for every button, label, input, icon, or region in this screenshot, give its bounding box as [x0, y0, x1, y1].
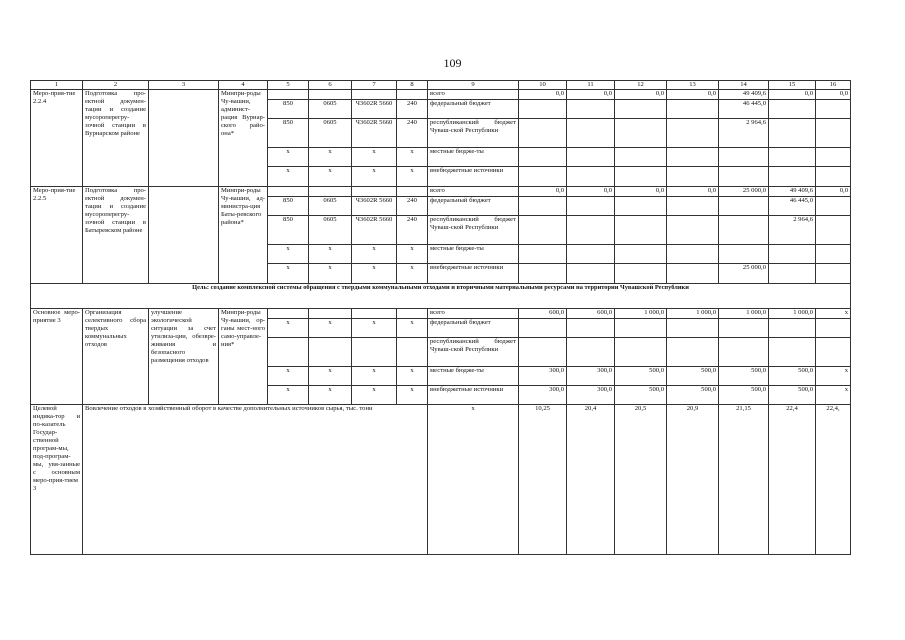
- amount-v16: [816, 167, 851, 187]
- measure-name: Меро-прия-тие 2.2.5: [31, 187, 83, 284]
- amount-v10: [519, 338, 567, 367]
- amount-v14: 46 445,0: [719, 100, 769, 119]
- amount-v10: [519, 319, 567, 338]
- measure-purpose: улучшение экологической ситуации за счет утилиза-ции, обезвре-живания и безопасного размещения отходов: [149, 309, 219, 405]
- funding-source: федеральный бюджет: [428, 319, 519, 338]
- measure-executor: Минпри-роды Чу-вашии, ор-ганы мест-ного само-управле-ния*: [219, 309, 268, 405]
- funding-row: [31, 309, 851, 319]
- amount-v13: [667, 216, 719, 245]
- funding-source: федеральный бюджет: [428, 100, 519, 119]
- funding-source: всего: [428, 309, 519, 319]
- amount-v14: [719, 319, 769, 338]
- amount-v10: 0,0: [519, 187, 567, 197]
- code-section: x: [309, 319, 352, 338]
- code-target-article: x: [352, 386, 397, 405]
- indicator-name: Целевой индика-тор и по-казатель Государ-ственной програм-мы, под-програм-мы, увя-занные с основным меро-прия-тием 3: [31, 405, 83, 555]
- code-grbs: 850: [268, 119, 309, 148]
- amount-v15: [769, 338, 816, 367]
- amount-v16: [816, 245, 851, 264]
- amount-v11: [567, 167, 615, 187]
- amount-v14: 49 409,6: [719, 90, 769, 100]
- amount-v12: [615, 216, 667, 245]
- code-section: 0605: [309, 100, 352, 119]
- column-number: 5: [268, 81, 309, 90]
- measure-description: Подготовка про-ектной докумен-тации и создание мусороперегру-зочной станции в Батыревском районе: [83, 187, 149, 284]
- amount-v10: [519, 264, 567, 284]
- amount-v12: 0,0: [615, 187, 667, 197]
- code-grbs: 850: [268, 216, 309, 245]
- column-number: 2: [83, 81, 149, 90]
- amount-v14: [719, 338, 769, 367]
- code-target-article: [352, 338, 397, 367]
- amount-v16: [816, 264, 851, 284]
- amount-v16: [816, 197, 851, 216]
- code-section: x: [309, 264, 352, 284]
- page-number: 109: [443, 56, 462, 70]
- funding-source: местные бюдже-ты: [428, 367, 519, 386]
- goal-row: [31, 284, 851, 309]
- amount-v14: 500,0: [719, 386, 769, 405]
- amount-v13: [667, 167, 719, 187]
- amount-v16: [816, 100, 851, 119]
- measure-executor: Минпри-роды Чу-вашии, ад-министра-ция Баты-ревского района*: [219, 187, 268, 284]
- code-section: [309, 187, 352, 197]
- column-number: 15: [769, 81, 816, 90]
- code-target-article: Ч3602R 5660: [352, 100, 397, 119]
- amount-v10: [519, 119, 567, 148]
- code-expense-type: 240: [397, 197, 428, 216]
- amount-v13: 0,0: [667, 187, 719, 197]
- amount-v12: 500,0: [615, 367, 667, 386]
- amount-v15: [769, 245, 816, 264]
- amount-v14: 2 964,6: [719, 119, 769, 148]
- amount-v15: 500,0: [769, 386, 816, 405]
- amount-v14: 25 000,0: [719, 264, 769, 284]
- amount-v11: [567, 100, 615, 119]
- amount-v13: [667, 100, 719, 119]
- amount-v12: 0,0: [615, 90, 667, 100]
- column-number: 10: [519, 81, 567, 90]
- code-target-article: [352, 309, 397, 319]
- code-target-article: x: [352, 148, 397, 167]
- amount-v14: [719, 245, 769, 264]
- code-expense-type: 240: [397, 100, 428, 119]
- amount-v15: 0,0: [769, 90, 816, 100]
- code-expense-type: x: [397, 319, 428, 338]
- goal-statement: Цель: создание комплексной системы обращения с твердыми коммунальными отходами и вторичными материальными ресурсами на территории Чувашской Республики: [31, 284, 851, 309]
- code-expense-type: x: [397, 245, 428, 264]
- amount-v13: [667, 245, 719, 264]
- indicator-value-v14: 21,15: [719, 405, 769, 555]
- amount-v16: 0,0: [816, 187, 851, 197]
- code-section: x: [309, 167, 352, 187]
- code-expense-type: [397, 338, 428, 367]
- amount-v10: [519, 216, 567, 245]
- amount-v16: [816, 216, 851, 245]
- code-expense-type: [397, 90, 428, 100]
- amount-v11: [567, 264, 615, 284]
- amount-v10: 300,0: [519, 386, 567, 405]
- amount-v10: 300,0: [519, 367, 567, 386]
- code-grbs: [268, 338, 309, 367]
- code-grbs: x: [268, 386, 309, 405]
- amount-v11: 300,0: [567, 367, 615, 386]
- amount-v13: [667, 319, 719, 338]
- code-section: 0605: [309, 119, 352, 148]
- amount-v15: [769, 167, 816, 187]
- indicator-unit-mark: x: [428, 405, 519, 555]
- amount-v13: [667, 148, 719, 167]
- code-target-article: x: [352, 264, 397, 284]
- column-number: 14: [719, 81, 769, 90]
- code-section: x: [309, 245, 352, 264]
- code-expense-type: [397, 187, 428, 197]
- column-number: 16: [816, 81, 851, 90]
- amount-v14: 1 000,0: [719, 309, 769, 319]
- amount-v12: 1 000,0: [615, 309, 667, 319]
- amount-v15: [769, 319, 816, 338]
- amount-v15: 500,0: [769, 367, 816, 386]
- column-number: 8: [397, 81, 428, 90]
- amount-v11: [567, 319, 615, 338]
- amount-v13: 500,0: [667, 386, 719, 405]
- amount-v16: [816, 148, 851, 167]
- column-number: 13: [667, 81, 719, 90]
- amount-v12: [615, 148, 667, 167]
- amount-v11: [567, 148, 615, 167]
- measure-name: Основное меро-приятие 3: [31, 309, 83, 405]
- code-section: 0605: [309, 216, 352, 245]
- budget-table: [30, 80, 851, 555]
- amount-v12: [615, 338, 667, 367]
- amount-v10: [519, 167, 567, 187]
- amount-v11: 0,0: [567, 187, 615, 197]
- amount-v16: 0,0: [816, 90, 851, 100]
- amount-v11: [567, 197, 615, 216]
- indicator-row: [31, 405, 851, 555]
- code-target-article: [352, 187, 397, 197]
- code-section: [309, 338, 352, 367]
- amount-v11: 0,0: [567, 90, 615, 100]
- column-number: 7: [352, 81, 397, 90]
- amount-v15: [769, 119, 816, 148]
- amount-v14: [719, 216, 769, 245]
- amount-v15: [769, 264, 816, 284]
- column-number: 12: [615, 81, 667, 90]
- amount-v13: [667, 338, 719, 367]
- code-expense-type: x: [397, 386, 428, 405]
- amount-v13: 1 000,0: [667, 309, 719, 319]
- amount-v12: [615, 245, 667, 264]
- code-grbs: 850: [268, 197, 309, 216]
- funding-source: внебюджетные источники: [428, 264, 519, 284]
- code-grbs: x: [268, 245, 309, 264]
- amount-v15: [769, 148, 816, 167]
- funding-source: республиканский бюджет Чуваш-ской Республики: [428, 119, 519, 148]
- amount-v16: x: [816, 309, 851, 319]
- code-grbs: x: [268, 167, 309, 187]
- funding-source: федеральный бюджет: [428, 197, 519, 216]
- funding-source: внебюджетные источники: [428, 386, 519, 405]
- funding-source: всего: [428, 90, 519, 100]
- funding-source: местные бюдже-ты: [428, 245, 519, 264]
- code-grbs: x: [268, 319, 309, 338]
- amount-v12: [615, 119, 667, 148]
- amount-v11: 300,0: [567, 386, 615, 405]
- column-number: 11: [567, 81, 615, 90]
- amount-v14: [719, 148, 769, 167]
- funding-row: [31, 187, 851, 197]
- amount-v11: [567, 216, 615, 245]
- code-target-article: Ч3602R 5660: [352, 119, 397, 148]
- code-grbs: [268, 90, 309, 100]
- amount-v15: 49 409,6: [769, 187, 816, 197]
- amount-v15: 2 964,6: [769, 216, 816, 245]
- indicator-value-v11: 20,4: [567, 405, 615, 555]
- indicator-value-v16: 22,4,: [816, 405, 851, 555]
- indicator-value-v12: 20,5: [615, 405, 667, 555]
- funding-source: республиканский бюджет Чуваш-ской Республики: [428, 338, 519, 367]
- indicator-value-v15: 22,4: [769, 405, 816, 555]
- amount-v14: [719, 197, 769, 216]
- amount-v10: [519, 100, 567, 119]
- code-section: x: [309, 148, 352, 167]
- code-target-article: Ч3602R 5660: [352, 197, 397, 216]
- indicator-description: Вовлечение отходов в хозяйственный оборот в качестве дополнительных источников сырья, тыс. тонн: [83, 405, 428, 555]
- code-expense-type: [397, 309, 428, 319]
- amount-v16: x: [816, 386, 851, 405]
- amount-v12: [615, 100, 667, 119]
- measure-name: Меро-прия-тие 2.2.4: [31, 90, 83, 187]
- amount-v12: [615, 167, 667, 187]
- code-expense-type: x: [397, 167, 428, 187]
- amount-v12: 500,0: [615, 386, 667, 405]
- amount-v10: 600,0: [519, 309, 567, 319]
- code-grbs: [268, 187, 309, 197]
- amount-v13: [667, 119, 719, 148]
- amount-v10: [519, 197, 567, 216]
- amount-v13: [667, 264, 719, 284]
- measure-description: Подготовка про-ектной докумен-тации и создание мусороперегру-зочной станции в Вурнарском районе: [83, 90, 149, 187]
- amount-v11: [567, 338, 615, 367]
- code-section: x: [309, 386, 352, 405]
- code-section: 0605: [309, 197, 352, 216]
- funding-source: всего: [428, 187, 519, 197]
- code-expense-type: x: [397, 148, 428, 167]
- amount-v14: 500,0: [719, 367, 769, 386]
- amount-v12: [615, 197, 667, 216]
- amount-v10: [519, 245, 567, 264]
- code-expense-type: x: [397, 264, 428, 284]
- amount-v11: 600,0: [567, 309, 615, 319]
- code-grbs: 850: [268, 100, 309, 119]
- code-grbs: x: [268, 264, 309, 284]
- code-expense-type: 240: [397, 119, 428, 148]
- column-number: 3: [149, 81, 219, 90]
- amount-v10: [519, 148, 567, 167]
- measure-description: Организация селективного сбора твердых коммунальных отходов: [83, 309, 149, 405]
- amount-v16: [816, 319, 851, 338]
- column-number: 9: [428, 81, 519, 90]
- amount-v16: [816, 338, 851, 367]
- code-target-article: x: [352, 367, 397, 386]
- funding-row: [31, 90, 851, 100]
- code-target-article: x: [352, 319, 397, 338]
- measure-purpose: [149, 90, 219, 187]
- funding-source: внебюджетные источники: [428, 167, 519, 187]
- amount-v14: [719, 167, 769, 187]
- code-grbs: x: [268, 148, 309, 167]
- amount-v15: 1 000,0: [769, 309, 816, 319]
- amount-v11: [567, 245, 615, 264]
- code-target-article: Ч3602R 5660: [352, 216, 397, 245]
- column-number-row: [31, 81, 851, 90]
- code-section: [309, 309, 352, 319]
- code-target-article: x: [352, 167, 397, 187]
- funding-source: местные бюдже-ты: [428, 148, 519, 167]
- code-grbs: x: [268, 367, 309, 386]
- amount-v11: [567, 119, 615, 148]
- code-section: x: [309, 367, 352, 386]
- code-section: [309, 90, 352, 100]
- amount-v13: [667, 197, 719, 216]
- measure-executor: Минпри-роды Чу-вашии, админист-рация Вурнар-ского райо-она*: [219, 90, 268, 187]
- code-target-article: [352, 90, 397, 100]
- measure-purpose: [149, 187, 219, 284]
- code-target-article: x: [352, 245, 397, 264]
- amount-v14: 25 000,0: [719, 187, 769, 197]
- column-number: 6: [309, 81, 352, 90]
- indicator-value-v13: 20,9: [667, 405, 719, 555]
- column-number: 4: [219, 81, 268, 90]
- amount-v13: 500,0: [667, 367, 719, 386]
- amount-v13: 0,0: [667, 90, 719, 100]
- indicator-value-v10: 10,25: [519, 405, 567, 555]
- amount-v15: 46 445,0: [769, 197, 816, 216]
- code-expense-type: 240: [397, 216, 428, 245]
- code-expense-type: x: [397, 367, 428, 386]
- amount-v15: [769, 100, 816, 119]
- amount-v10: 0,0: [519, 90, 567, 100]
- amount-v16: x: [816, 367, 851, 386]
- column-number: 1: [31, 81, 83, 90]
- funding-source: республиканский бюджет Чуваш-ской Республики: [428, 216, 519, 245]
- amount-v16: [816, 119, 851, 148]
- amount-v12: [615, 319, 667, 338]
- code-grbs: [268, 309, 309, 319]
- table-body: [31, 81, 851, 555]
- amount-v12: [615, 264, 667, 284]
